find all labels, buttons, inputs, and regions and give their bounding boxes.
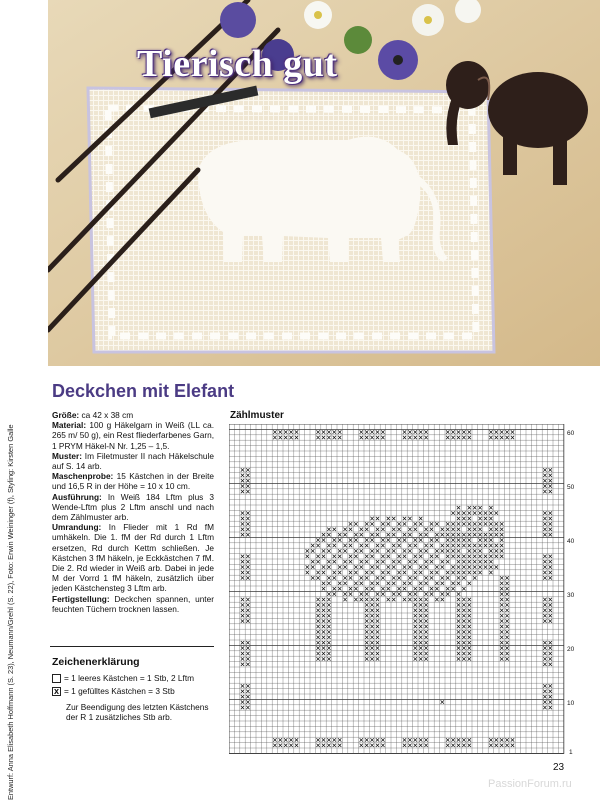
row-label-30: 30 (567, 592, 575, 599)
instruction-material: Material: 100 g Häkelgarn in Weiß (LL ca. 265 m/ 50 g), ein Rest fliederfarbenes Garn, 1 PRYM Häkel-N Nr. 1,25 – 1,5. (52, 420, 214, 451)
legend-filled-label: = 1 gefülltes Kästchen = 3 Stb (64, 686, 175, 696)
photo-credit-text: Entwurf: Anna Elisabeth Hoffmann (S. 23), Neumann/Grehl (S. 22), Foto: Erwin Weininger (f), Styling: Kirsten Galle (6, 424, 15, 800)
legend-empty (52, 673, 194, 683)
row-label-50: 50 (567, 484, 575, 491)
instruction-border: Umrandung: In Flieder mit 1 Rd fM umhäkeln. Die 1. fM der Rd durch 1 Lftm ersetzen, Rd durch Kettm schließen. Je Kästchen 3 fM häkeln, je Eckkästchen 7 fM. Die 2. Rd wieder in Weiß arb. Dabei in jede M der Vorrd 1 fM häkeln, zusätzlich über jeden Kästchensteg 3 Lftm arb. (52, 522, 214, 594)
row-label-10: 10 (567, 700, 575, 707)
filled-box-icon: x (53, 685, 59, 696)
row-label-40: 40 (567, 538, 575, 545)
page-number: 23 (553, 762, 565, 773)
legend-empty-label: = 1 leeres Kästchen = 1 Stb, 2 Lftm (64, 673, 195, 683)
legend-divider (50, 646, 214, 647)
legend-title: Zeichenerklärung (52, 656, 140, 668)
instruction-size: Größe: ca 42 x 38 cm (52, 410, 134, 420)
legend-note: Zur Beendigung des letzten Kästchens der R 1 zusätzliches Stb arb. (66, 702, 209, 722)
article-heading: Deckchen mit Elefant (52, 381, 235, 401)
instruction-gauge: Maschenprobe: 15 Kästchen in der Breite und 16,5 R in der Höhe = 10 x 10 cm. (52, 471, 214, 492)
instructions (52, 410, 214, 614)
row-label-20: 20 (567, 646, 575, 653)
row-label-1: 1 (569, 749, 573, 756)
watermark: PassionForum.ru (488, 778, 572, 790)
chart-title: Zählmuster (230, 410, 284, 421)
instruction-execution: Ausführung: In Weiß 184 Lftm plus 3 Wende-Lftm plus 2 Lftm anschl und nach dem Zählmuster arb. (52, 491, 214, 523)
empty-box-icon (52, 674, 61, 683)
instruction-finishing: Fertigstellung: Deckchen spannen, unter feuchten Tüchern trocknen lassen. (52, 593, 214, 614)
counting-chart (229, 424, 565, 758)
photo-credit (6, 410, 24, 810)
legend-filled (52, 686, 175, 696)
instruction-pattern: Muster: Im Filetmuster II nach Häkelschule auf S. 14 arb. (52, 450, 214, 472)
row-label-60: 60 (567, 430, 575, 437)
page-title: Tierisch gut (137, 43, 338, 85)
